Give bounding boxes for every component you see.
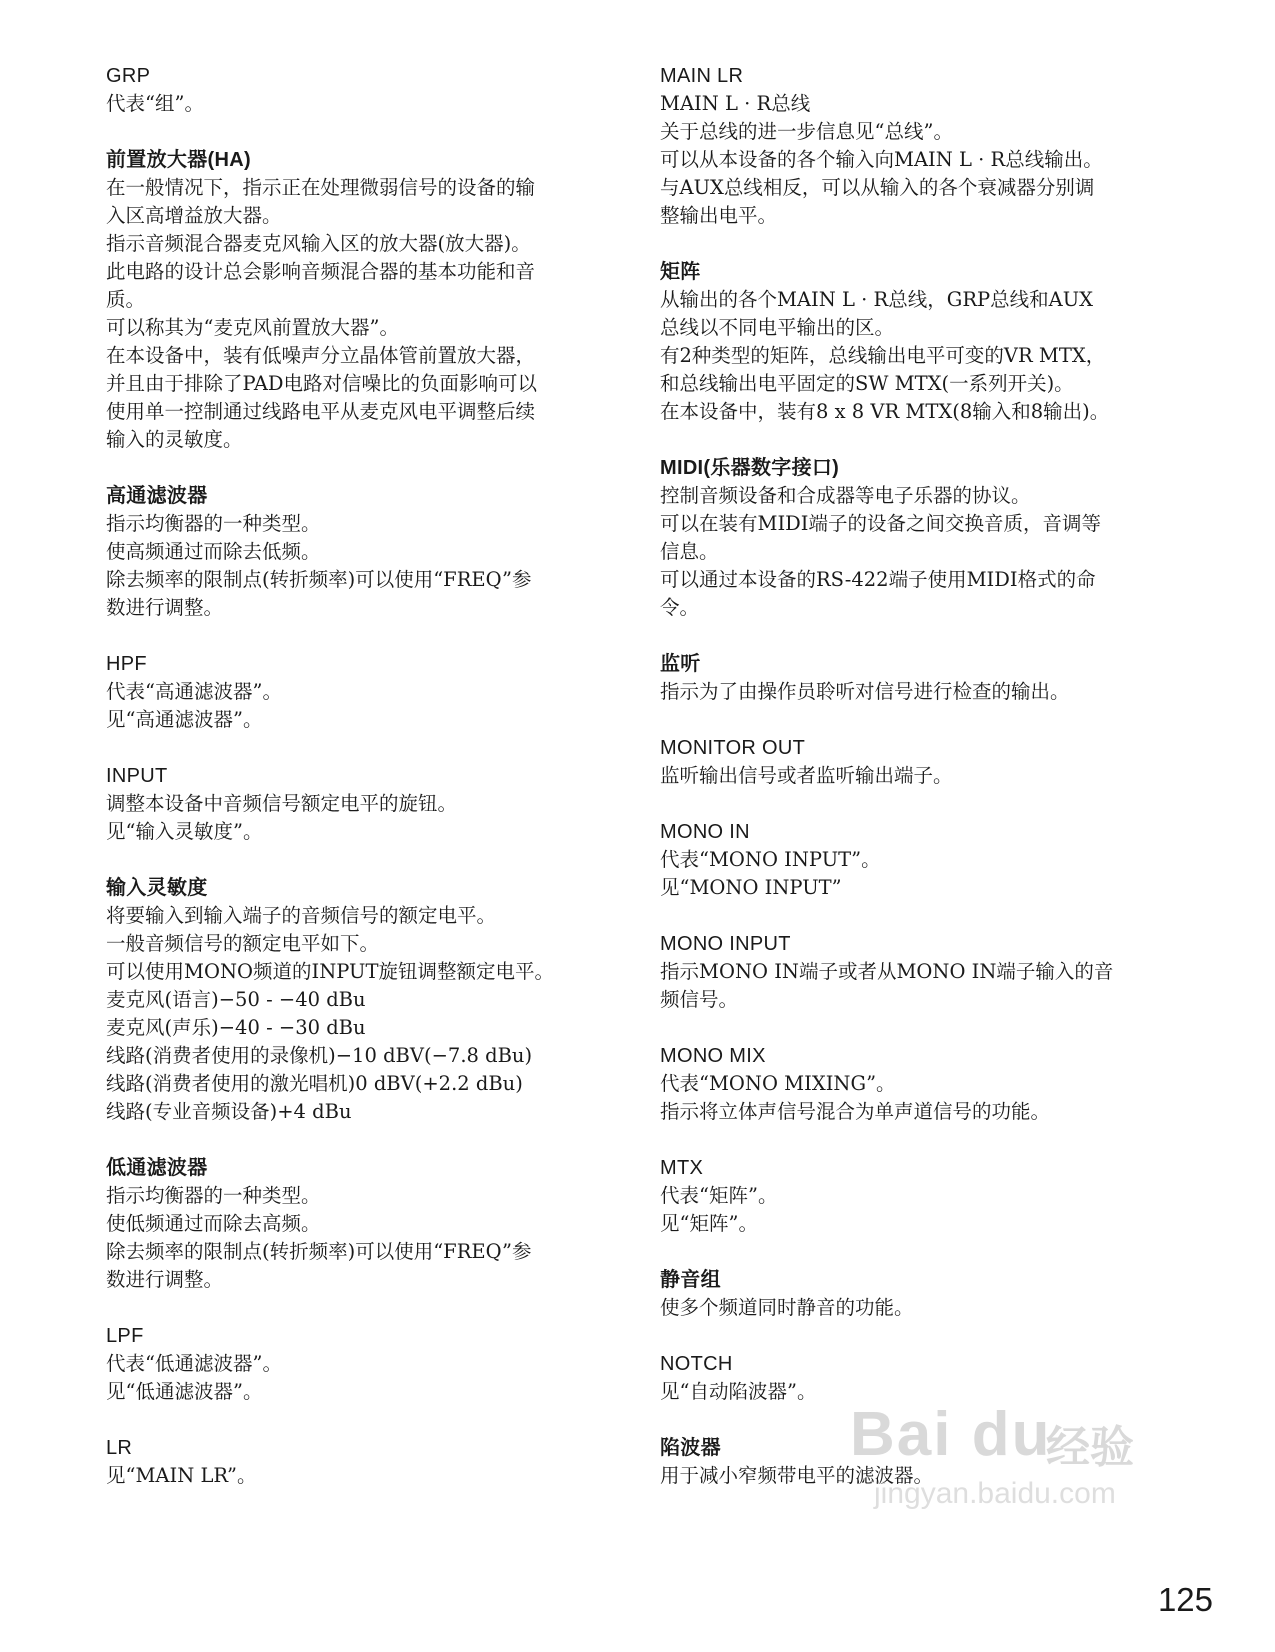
glossary-term: LR	[106, 1437, 133, 1459]
definition-line: 整输出电平。	[660, 204, 778, 227]
entry-spacer	[106, 1406, 606, 1434]
definition-line: 指示为了由操作员聆听对信号进行检查的输出。	[660, 680, 1070, 703]
glossary-term: LPF	[106, 1325, 144, 1347]
definition-line: 控制音频设备和合成器等电子乐器的协议。	[660, 484, 1031, 507]
glossary-term: 高通滤波器	[106, 485, 208, 507]
definition-line: 见“高通滤波器”。	[106, 708, 263, 731]
entry-spacer	[660, 902, 1180, 930]
definition-line: 代表“MONO INPUT”。	[660, 848, 881, 871]
definition-line: 此电路的设计总会影响音频混合器的基本功能和音	[106, 260, 536, 283]
glossary-entry	[660, 818, 1180, 902]
glossary-entry	[660, 930, 1180, 1014]
definition-line: 使多个频道同时静音的功能。	[660, 1296, 914, 1319]
glossary-term: GRP	[106, 65, 151, 87]
glossary-term: MIDI(乐器数字接口)	[660, 457, 840, 479]
definition-line: 见“MAIN LR”。	[106, 1464, 257, 1487]
definition-line: 见“自动陷波器”。	[660, 1380, 817, 1403]
definition-line: 指示MONO IN端子或者从MONO IN端子输入的音	[660, 960, 1114, 983]
definition-line: 用于减小窄频带电平的滤波器。	[660, 1464, 934, 1487]
definition-line: 监听输出信号或者监听输出端子。	[660, 764, 953, 787]
definition-line: 使用单一控制通过线路电平从麦克风电平调整后续	[106, 400, 536, 423]
entry-spacer	[106, 1126, 606, 1154]
definition-line: 见“输入灵敏度”。	[106, 820, 263, 843]
definition-line: 调整本设备中音频信号额定电平的旋钮。	[106, 792, 458, 815]
definition-line: 线路(专业音频设备)+4 dBu	[106, 1100, 352, 1123]
definition-line: 线路(消费者使用的激光唱机)0 dBV(+2.2 dBu)	[106, 1072, 523, 1095]
definition-line: 从输出的各个MAIN L · R总线，GRP总线和AUX	[660, 288, 1094, 311]
definition-line: 信息。	[660, 540, 719, 563]
glossary-term: NOTCH	[660, 1353, 733, 1375]
glossary-entry	[106, 1154, 606, 1294]
glossary-entry	[106, 762, 606, 846]
glossary-entry	[106, 482, 606, 622]
glossary-entry	[106, 650, 606, 734]
definition-line: 在本设备中，装有低噪声分立晶体管前置放大器，	[106, 344, 536, 367]
definition-line: 除去频率的限制点(转折频率)可以使用“FREQ”参	[106, 568, 532, 591]
glossary-term: MAIN LR	[660, 65, 744, 87]
definition-line: 质。	[106, 288, 146, 311]
definition-line: 可以称其为“麦克风前置放大器”。	[106, 316, 399, 339]
entry-spacer	[106, 734, 606, 762]
entry-spacer	[106, 622, 606, 650]
definition-line: 在一般情况下，指示正在处理微弱信号的设备的输	[106, 176, 536, 199]
entry-spacer	[660, 706, 1180, 734]
entry-spacer	[106, 454, 606, 482]
definition-line: 并且由于排除了PAD电路对信噪比的负面影响可以	[106, 372, 538, 395]
watermark-cn: 经验	[1046, 1422, 1134, 1473]
glossary-term: 矩阵	[660, 261, 701, 283]
definition-line: 将要输入到输入端子的音频信号的额定电平。	[106, 904, 497, 927]
glossary-entry	[660, 454, 1180, 622]
definition-line: 关于总线的进一步信息见“总线”。	[660, 120, 953, 143]
definition-line: 有2种类型的矩阵，总线输出电平可变的VR MTX，	[660, 344, 1106, 367]
definition-line: 可以在装有MIDI端子的设备之间交换音质，音调等	[660, 512, 1102, 535]
definition-line: 使低频通过而除去高频。	[106, 1212, 321, 1235]
entry-spacer	[660, 1322, 1180, 1350]
definition-line: 一般音频信号的额定电平如下。	[106, 932, 380, 955]
definition-line: 除去频率的限制点(转折频率)可以使用“FREQ”参	[106, 1240, 532, 1263]
entry-spacer	[660, 1014, 1180, 1042]
definition-line: 令。	[660, 596, 700, 619]
page-number: 125	[1157, 1581, 1213, 1618]
definition-line: 在本设备中，装有8 x 8 VR MTX(8输入和8输出)。	[660, 400, 1110, 423]
definition-line: 见“低通滤波器”。	[106, 1380, 263, 1403]
definition-line: 代表“MONO MIXING”。	[660, 1072, 896, 1095]
glossary-term: MONITOR OUT	[660, 737, 806, 759]
entry-spacer	[106, 118, 606, 146]
glossary-term: 静音组	[660, 1269, 721, 1291]
definition-line: MAIN L · R总线	[660, 92, 811, 115]
definition-line: 可以从本设备的各个输入向MAIN L · R总线输出。	[660, 148, 1103, 171]
glossary-entry	[660, 1266, 1180, 1322]
entry-spacer	[660, 1126, 1180, 1154]
definition-line: 指示将立体声信号混合为单声道信号的功能。	[660, 1100, 1051, 1123]
glossary-term: MONO IN	[660, 821, 750, 843]
definition-line: 和总线输出电平固定的SW MTX(一系列开关)。	[660, 372, 1074, 395]
entry-spacer	[660, 622, 1180, 650]
entry-spacer	[106, 846, 606, 874]
definition-line: 麦克风(声乐)−40 - −30 dBu	[106, 1016, 366, 1039]
glossary-term: HPF	[106, 653, 147, 675]
entry-spacer	[660, 790, 1180, 818]
glossary-entry	[660, 62, 1180, 230]
definition-line: 使高频通过而除去低频。	[106, 540, 321, 563]
definition-line: 代表“高通滤波器”。	[106, 680, 282, 703]
definition-line: 见“矩阵”。	[660, 1212, 758, 1235]
entry-spacer	[660, 230, 1180, 258]
definition-line: 数进行调整。	[106, 596, 224, 619]
glossary-term: 陷波器	[660, 1437, 721, 1459]
definition-line: 指示音频混合器麦克风输入区的放大器(放大器)。	[106, 232, 531, 255]
glossary-entry	[660, 258, 1180, 426]
definition-line: 代表“组”。	[106, 92, 204, 115]
glossary-term: MONO MIX	[660, 1045, 766, 1067]
definition-line: 见“MONO INPUT”	[660, 876, 842, 899]
definition-line: 可以使用MONO频道的INPUT旋钮调整额定电平。	[106, 960, 554, 983]
glossary-entry	[106, 874, 606, 1126]
glossary-term: 输入灵敏度	[106, 877, 208, 899]
glossary-entry	[106, 146, 606, 454]
watermark-brand: Bai du	[850, 1400, 1052, 1469]
definition-line: 代表“矩阵”。	[660, 1184, 778, 1207]
definition-line: 代表“低通滤波器”。	[106, 1352, 282, 1375]
entry-spacer	[660, 426, 1180, 454]
glossary-entry	[106, 62, 606, 118]
entry-spacer	[660, 1238, 1180, 1266]
glossary-entry	[106, 1322, 606, 1406]
entry-spacer	[106, 1294, 606, 1322]
glossary-term: 低通滤波器	[106, 1157, 208, 1179]
definition-line: 与AUX总线相反，可以从输入的各个衰减器分别调	[660, 176, 1095, 199]
glossary-term: 监听	[660, 653, 701, 675]
glossary-term: INPUT	[106, 765, 168, 787]
glossary-entry	[660, 1154, 1180, 1238]
definition-line: 频信号。	[660, 988, 739, 1011]
definition-line: 入区高增益放大器。	[106, 204, 282, 227]
glossary-entry	[660, 734, 1180, 790]
glossary-term: MONO INPUT	[660, 933, 791, 955]
glossary-entry	[660, 650, 1180, 706]
definition-line: 输入的灵敏度。	[106, 428, 243, 451]
definition-line: 可以通过本设备的RS-422端子使用MIDI格式的命	[660, 568, 1096, 591]
baidu-jingyan-watermark	[850, 1385, 1150, 1525]
definition-line: 麦克风(语言)−50 - −40 dBu	[106, 988, 366, 1011]
definition-line: 指示均衡器的一种类型。	[106, 1184, 321, 1207]
glossary-term: MTX	[660, 1157, 704, 1179]
definition-line: 数进行调整。	[106, 1268, 224, 1291]
glossary-entry	[106, 1434, 606, 1490]
left-column	[106, 62, 606, 1490]
definition-line: 线路(消费者使用的录像机)−10 dBV(−7.8 dBu)	[106, 1044, 533, 1067]
glossary-entry	[660, 1042, 1180, 1126]
glossary-term: 前置放大器(HA)	[106, 149, 251, 171]
definition-line: 指示均衡器的一种类型。	[106, 512, 321, 535]
watermark-url: jingyan.baidu.com	[874, 1477, 1116, 1510]
right-column	[660, 62, 1180, 1490]
definition-line: 总线以不同电平输出的区。	[660, 316, 895, 339]
